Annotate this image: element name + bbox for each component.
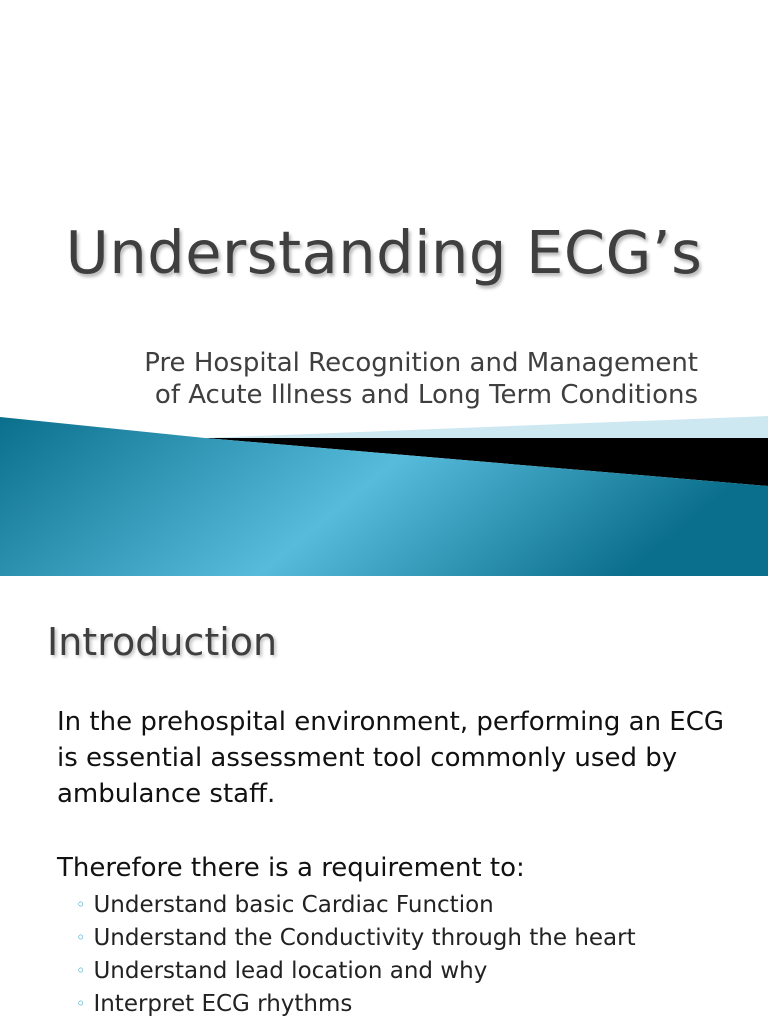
list-item [76, 954, 636, 987]
list-item [76, 921, 636, 954]
list-item [76, 888, 636, 921]
bullet-circle-icon: ◦ [76, 961, 86, 980]
list-item [76, 987, 636, 1020]
bullet-text: Interpret ECG rhythms [93, 991, 353, 1017]
bullet-circle-icon: ◦ [76, 928, 86, 947]
decorative-wave-band [0, 380, 768, 576]
light-accent-stripe [205, 416, 768, 438]
bullet-circle-icon: ◦ [76, 895, 86, 914]
requirement-list [76, 888, 636, 1020]
subtitle-line-1: Pre Hospital Recognition and Management [144, 348, 698, 378]
bullet-text: Understand lead location and why [93, 958, 488, 984]
intro-paragraph: In the prehospital environment, performing an ECG is essential assessment tool commonly used by ambulance staff. [57, 707, 725, 809]
bullet-circle-icon: ◦ [76, 994, 86, 1013]
bullet-text: Understand basic Cardiac Function [93, 892, 494, 918]
bullet-text: Understand the Conductivity through the heart [93, 925, 636, 951]
slide-title: Understanding ECG’s [65, 218, 703, 287]
intro-slide [0, 576, 768, 1024]
subtitle-line-2: of Acute Illness and Long Term Conditions [154, 380, 698, 410]
intro-heading: Introduction [47, 620, 278, 664]
requirement-lead: Therefore there is a requirement to: [57, 853, 525, 883]
